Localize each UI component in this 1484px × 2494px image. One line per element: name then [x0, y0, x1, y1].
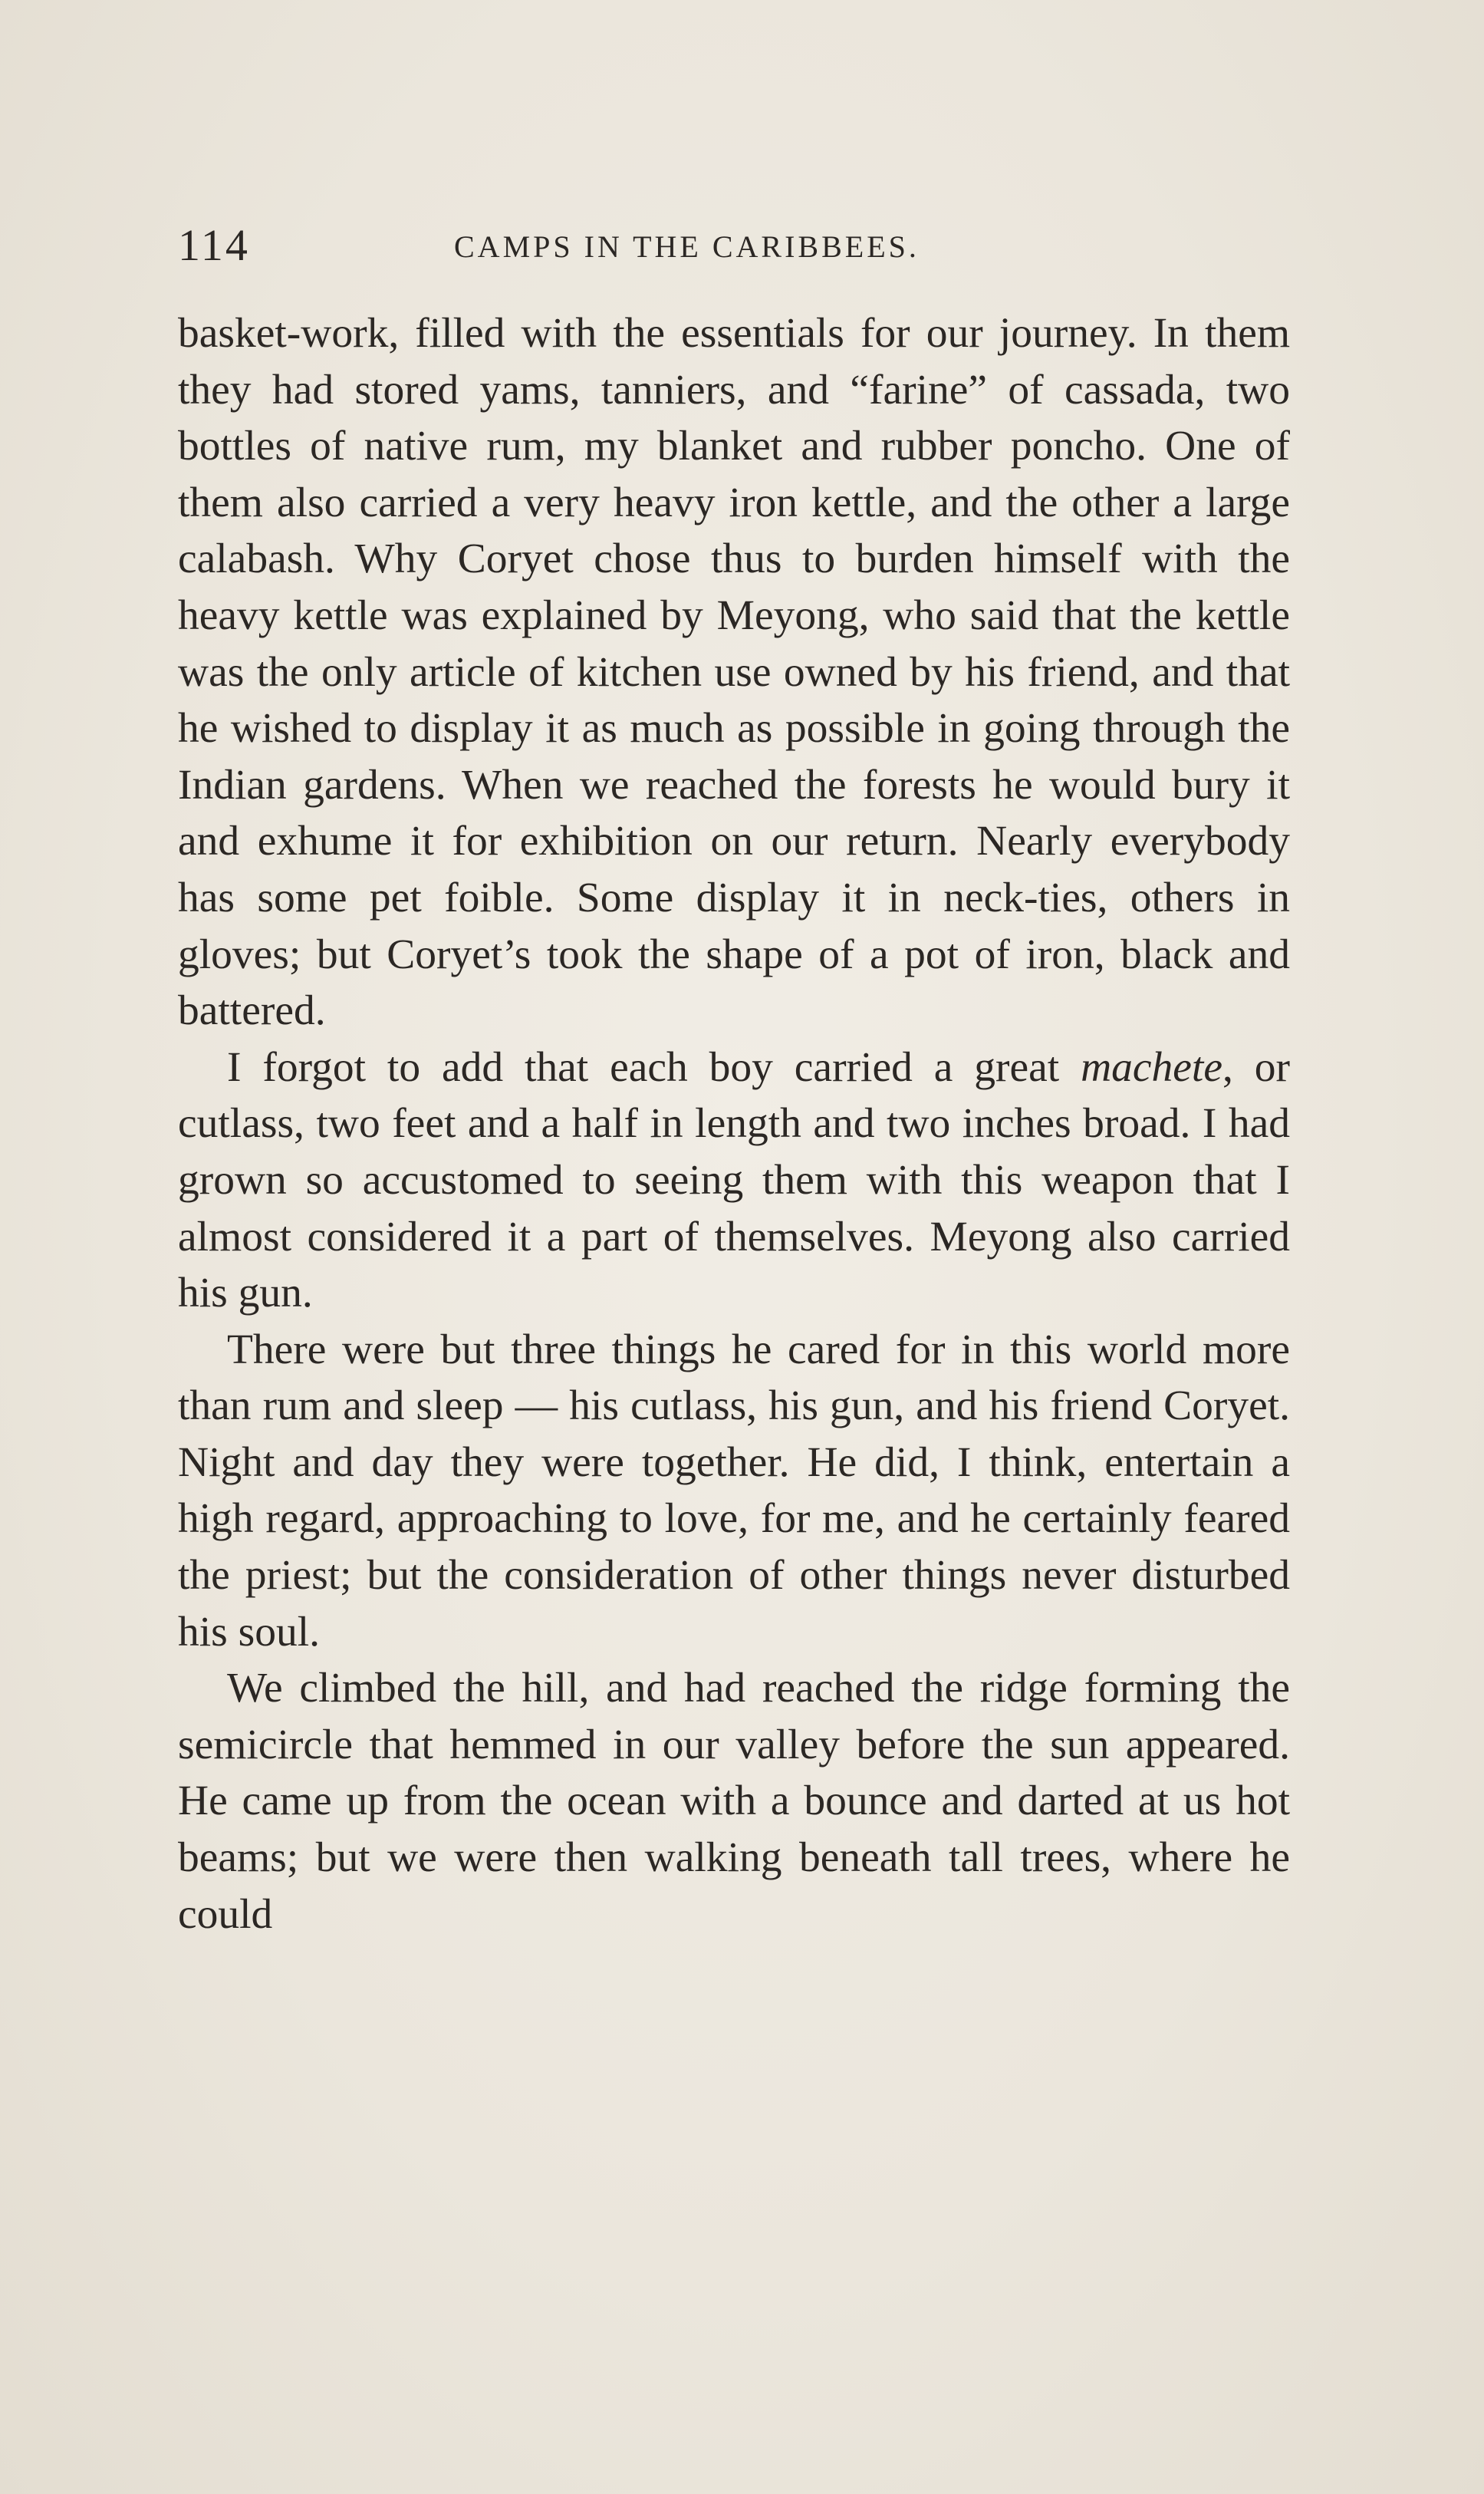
- paragraph-3: There were but three things he cared for in this world more than rum and sleep — his cutlass, his gun, and his friend Coryet. Night and day they were together. He did, I think, entertain a high regard, approaching to love, for me, and he certainly feared the priest; but the consideration of other things never disturbed his soul.: [178, 1326, 1290, 1656]
- paragraph-4: We climbed the hill, and had reached the ridge forming the semicircle that hemmed in our valley before the sun appeared. He came up from the ocean with a bounce and darted at us hot beams; but we were then walking beneath tall trees, where he could: [178, 1665, 1290, 1938]
- paragraph-2-italic-word: machete: [1081, 1043, 1222, 1091]
- paragraph-1: basket-work, filled with the essentials for our journey. In them they had stored yams, tanniers, and “farine” of cassada, two bottles of native rum, my blanket and rubber poncho. One of them also carried a very heavy iron kettle, and the other a large calabash. Why Coryet chose thus to burden himself with the heavy kettle was explained by Meyong, who said that the kettle was the only article of kitchen use owned by his friend, and that he wished to display it as much as possible in going through the Indian gardens. When we reached the forests he would bury it and exhume it for exhibition on our return. Nearly everybody has some pet foible. Some display it in neck-ties, others in gloves; but Coryet’s took the shape of a pot of iron, black and battered.: [178, 310, 1290, 1035]
- running-head: CAMPS IN THE CARIBBEES.: [454, 229, 920, 264]
- paragraph-2-text-end: , or cutlass, two feet and a half in length and two inches broad. I had grown so accustomed to seeing them with this weapon that I almost considered it a part of themselves. Meyong also carried his gun.: [178, 1043, 1290, 1317]
- page-header: [178, 213, 1290, 275]
- page-number: 114: [178, 220, 250, 270]
- body-text: [178, 305, 1290, 1942]
- paragraph-2: [178, 1039, 1290, 1322]
- paragraph-2-text-start: I forgot to add that each boy carried a great: [227, 1043, 1081, 1091]
